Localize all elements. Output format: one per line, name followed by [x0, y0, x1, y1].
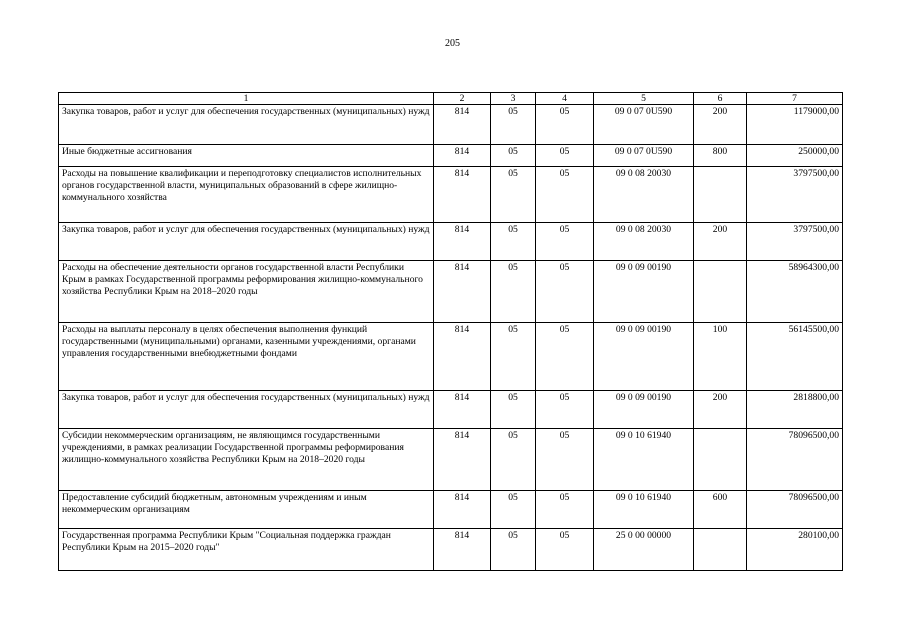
row-name-cell: Государственная программа Республики Крым "Социальная поддержка граждан Республики Крым на 2015–2020 годы"	[59, 529, 434, 571]
table-row	[59, 145, 843, 167]
row-amount-cell: 3797500,00	[747, 223, 843, 261]
table-row	[59, 529, 843, 571]
row-target-code-cell: 09 0 08 20030	[594, 167, 694, 223]
row-target-code-cell: 09 0 07 0U590	[594, 105, 694, 145]
table-row	[59, 167, 843, 223]
row-amount-cell: 1179000,00	[747, 105, 843, 145]
row-name-cell: Закупка товаров, работ и услуг для обеспечения государственных (муниципальных) нужд	[59, 391, 434, 429]
row-section-cell: 05	[491, 529, 536, 571]
row-amount-cell: 2818800,00	[747, 391, 843, 429]
row-target-code-cell: 09 0 09 00190	[594, 391, 694, 429]
row-section-cell: 05	[491, 429, 536, 491]
row-target-code-cell: 09 0 10 61940	[594, 491, 694, 529]
row-section-cell: 05	[491, 261, 536, 323]
row-name-cell: Иные бюджетные ассигнования	[59, 145, 434, 167]
row-section-cell: 05	[491, 167, 536, 223]
row-expense-type-cell: 100	[694, 323, 747, 391]
row-section-cell: 05	[491, 323, 536, 391]
row-subsection-cell: 05	[536, 323, 594, 391]
row-target-code-cell: 09 0 10 61940	[594, 429, 694, 491]
header-row	[59, 93, 843, 105]
row-target-code-cell: 09 0 07 0U590	[594, 145, 694, 167]
column-header: 6	[694, 93, 747, 105]
row-amount-cell: 280100,00	[747, 529, 843, 571]
row-code-cell: 814	[434, 391, 491, 429]
column-header: 4	[536, 93, 594, 105]
column-header: 7	[747, 93, 843, 105]
row-subsection-cell: 05	[536, 529, 594, 571]
row-expense-type-cell: 600	[694, 491, 747, 529]
row-name-cell: Предоставление субсидий бюджетным, автономным учреждениям и иным некоммерческим организациям	[59, 491, 434, 529]
row-amount-cell: 250000,00	[747, 145, 843, 167]
row-subsection-cell: 05	[536, 167, 594, 223]
row-amount-cell: 56145500,00	[747, 323, 843, 391]
column-header: 2	[434, 93, 491, 105]
row-subsection-cell: 05	[536, 105, 594, 145]
row-expense-type-cell	[694, 429, 747, 491]
row-code-cell: 814	[434, 491, 491, 529]
row-expense-type-cell	[694, 167, 747, 223]
row-section-cell: 05	[491, 491, 536, 529]
row-target-code-cell: 09 0 08 20030	[594, 223, 694, 261]
row-expense-type-cell: 800	[694, 145, 747, 167]
column-header: 5	[594, 93, 694, 105]
row-subsection-cell: 05	[536, 223, 594, 261]
table-row	[59, 223, 843, 261]
page-number: 205	[445, 38, 460, 49]
row-target-code-cell: 25 0 00 00000	[594, 529, 694, 571]
row-amount-cell: 3797500,00	[747, 167, 843, 223]
table-row	[59, 261, 843, 323]
column-header: 3	[491, 93, 536, 105]
row-target-code-cell: 09 0 09 00190	[594, 323, 694, 391]
table-row	[59, 391, 843, 429]
row-section-cell: 05	[491, 105, 536, 145]
row-subsection-cell: 05	[536, 391, 594, 429]
row-section-cell: 05	[491, 145, 536, 167]
table-row	[59, 429, 843, 491]
row-expense-type-cell	[694, 261, 747, 323]
row-code-cell: 814	[434, 429, 491, 491]
row-subsection-cell: 05	[536, 491, 594, 529]
table-row	[59, 491, 843, 529]
row-code-cell: 814	[434, 167, 491, 223]
row-expense-type-cell	[694, 529, 747, 571]
row-subsection-cell: 05	[536, 429, 594, 491]
row-code-cell: 814	[434, 223, 491, 261]
row-section-cell: 05	[491, 223, 536, 261]
row-name-cell: Расходы на обеспечение деятельности органов государственной власти Республики Крым в рамках Государственной программы реформирования жилищно-коммунального хозяйства Республики Крым на 2018–2020 годы	[59, 261, 434, 323]
row-amount-cell: 78096500,00	[747, 491, 843, 529]
budget-table	[58, 92, 843, 571]
row-expense-type-cell: 200	[694, 391, 747, 429]
row-subsection-cell: 05	[536, 145, 594, 167]
row-amount-cell: 78096500,00	[747, 429, 843, 491]
row-name-cell: Закупка товаров, работ и услуг для обеспечения государственных (муниципальных) нужд	[59, 105, 434, 145]
row-name-cell: Закупка товаров, работ и услуг для обеспечения государственных (муниципальных) нужд	[59, 223, 434, 261]
row-section-cell: 05	[491, 391, 536, 429]
row-name-cell: Расходы на выплаты персоналу в целях обеспечения выполнения функций государственными (муниципальными) органами, казенными учреждениями, органами управления государственными внебюджетными фондами	[59, 323, 434, 391]
row-code-cell: 814	[434, 323, 491, 391]
table-row	[59, 105, 843, 145]
row-amount-cell: 58964300,00	[747, 261, 843, 323]
table-row	[59, 323, 843, 391]
column-header: 1	[59, 93, 434, 105]
row-name-cell: Расходы на повышение квалификации и переподготовку специалистов исполнительных органов государственной власти, муниципальных образований в сфере жилищно-коммунального хозяйства	[59, 167, 434, 223]
row-code-cell: 814	[434, 105, 491, 145]
row-expense-type-cell: 200	[694, 105, 747, 145]
row-subsection-cell: 05	[536, 261, 594, 323]
row-expense-type-cell: 200	[694, 223, 747, 261]
row-name-cell: Субсидии некоммерческим организациям, не являющимся государственными учреждениями, в рамках реализации Государственной программы реформирования жилищно-коммунального хозяйства Республики Крым на 2018–2020 годы	[59, 429, 434, 491]
row-target-code-cell: 09 0 09 00190	[594, 261, 694, 323]
row-code-cell: 814	[434, 145, 491, 167]
row-code-cell: 814	[434, 529, 491, 571]
row-code-cell: 814	[434, 261, 491, 323]
